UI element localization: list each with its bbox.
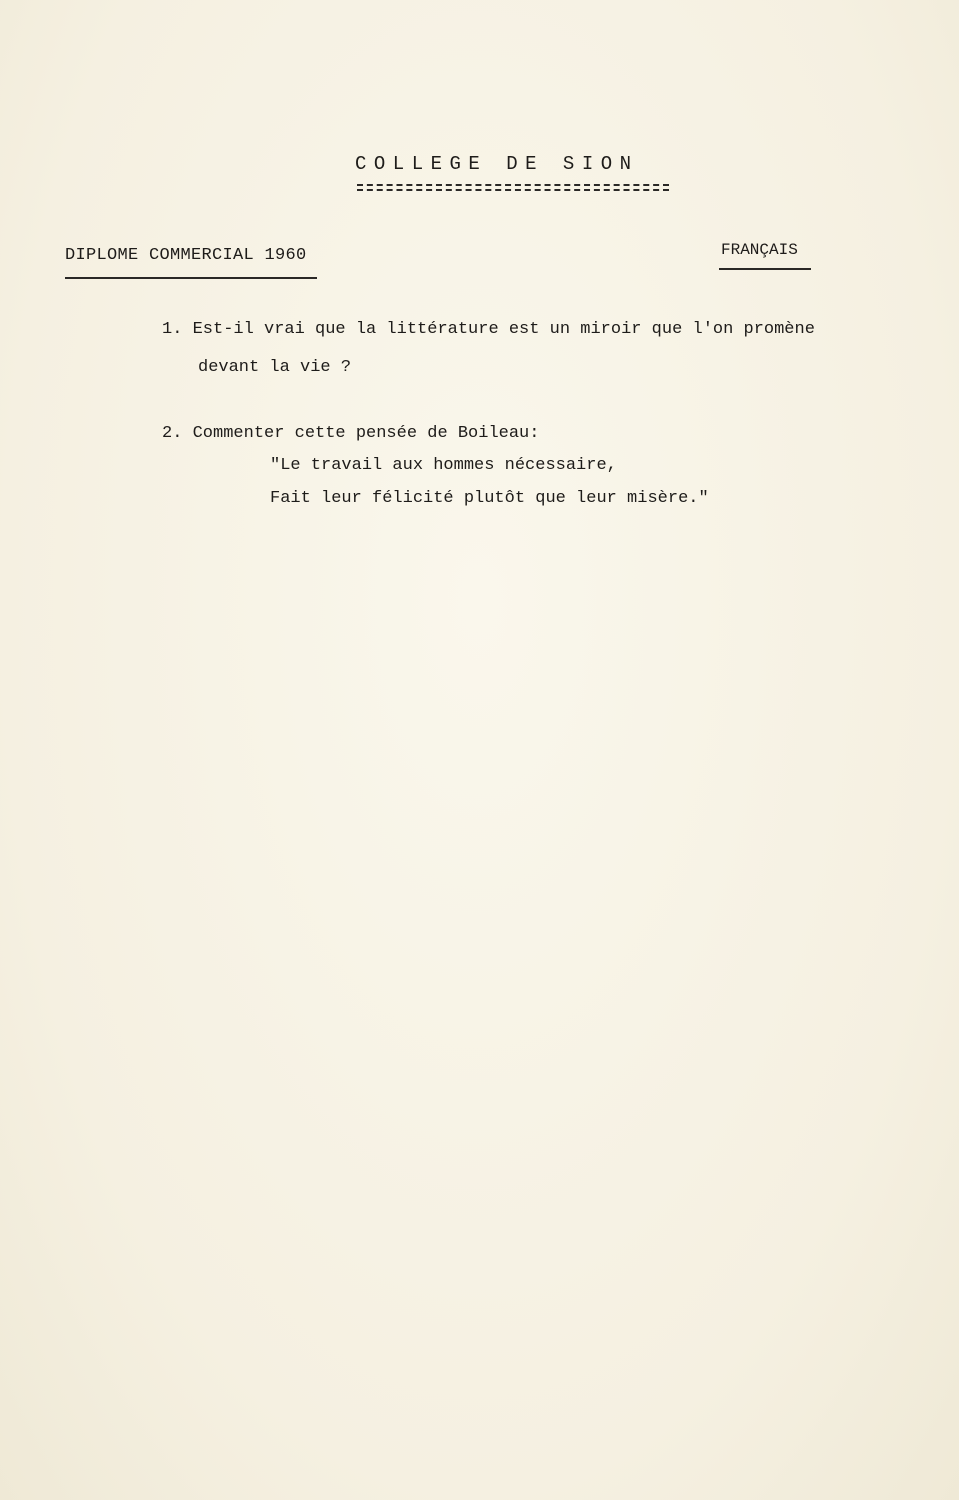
title-double-underline: [357, 184, 669, 191]
question-1-line-1: 1. Est-il vrai que la littérature est un miroir que l'on promène: [162, 320, 815, 339]
exam-name-underline: [65, 277, 317, 279]
page-title: COLLEGE DE SION: [355, 153, 639, 175]
question-1-line-2: devant la vie ?: [198, 358, 352, 377]
subject-underline: [719, 268, 811, 270]
question-2-line-1: 2. Commenter cette pensée de Boileau:: [162, 424, 540, 443]
subject-label: FRANÇAIS: [721, 241, 798, 259]
question-2-quote-line-1: "Le travail aux hommes nécessaire,: [270, 456, 617, 475]
question-2-quote-line-2: Fait leur félicité plutôt que leur misère.": [270, 489, 709, 508]
exam-name-label: DIPLOME COMMERCIAL 1960: [65, 246, 307, 265]
